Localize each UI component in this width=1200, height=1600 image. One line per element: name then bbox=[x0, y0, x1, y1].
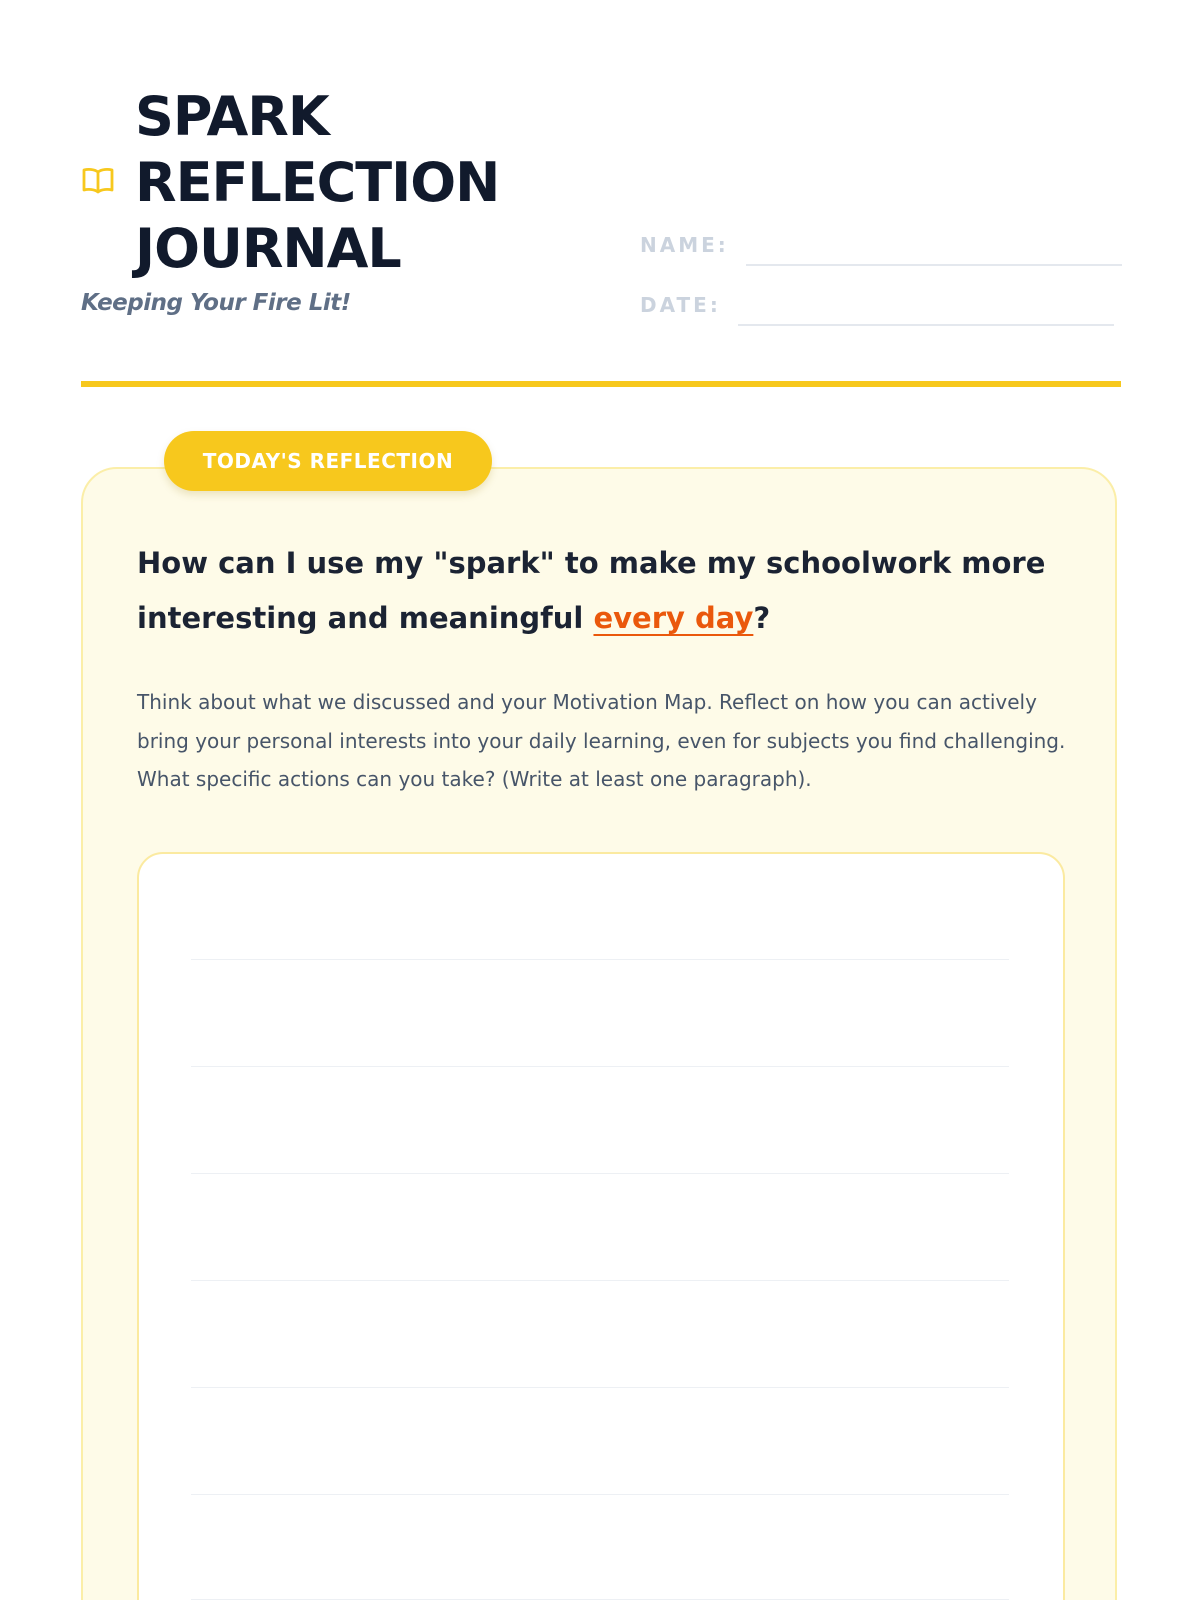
writing-line bbox=[191, 1280, 1009, 1281]
writing-line bbox=[191, 1387, 1009, 1388]
title-line: REFLECTION bbox=[135, 151, 500, 214]
header-divider bbox=[81, 381, 1121, 387]
title-line: JOURNAL bbox=[135, 217, 401, 280]
writing-line bbox=[191, 1494, 1009, 1495]
name-field[interactable] bbox=[746, 264, 1122, 266]
date-field[interactable] bbox=[738, 324, 1114, 326]
reflection-instructions: Think about what we discussed and your Motivation Map. Reflect on how you can actively bring your personal interests into your daily learning, even for subjects you find challenging. What specific actions can you take? (Write at least one paragraph). bbox=[137, 690, 1066, 791]
date-label: DATE: bbox=[640, 293, 721, 317]
journal-header bbox=[81, 0, 1121, 390]
writing-line bbox=[191, 959, 1009, 960]
book-open-icon bbox=[81, 163, 115, 197]
page-title bbox=[135, 84, 499, 282]
writing-line bbox=[191, 1173, 1009, 1174]
name-label: NAME: bbox=[640, 233, 729, 257]
writing-line bbox=[191, 1066, 1009, 1067]
section-badge: TODAY'S REFLECTION bbox=[164, 431, 492, 491]
reflection-question bbox=[137, 536, 1077, 646]
title-line: SPARK bbox=[135, 85, 329, 148]
question-text: How can I use my "spark" to make my schoolwork more interesting and meaningful bbox=[137, 546, 1046, 635]
question-highlight: every day bbox=[593, 601, 754, 635]
question-end: ? bbox=[753, 601, 771, 635]
answer-writing-area[interactable] bbox=[137, 852, 1065, 1600]
page-subtitle: Keeping Your Fire Lit! bbox=[81, 290, 351, 316]
